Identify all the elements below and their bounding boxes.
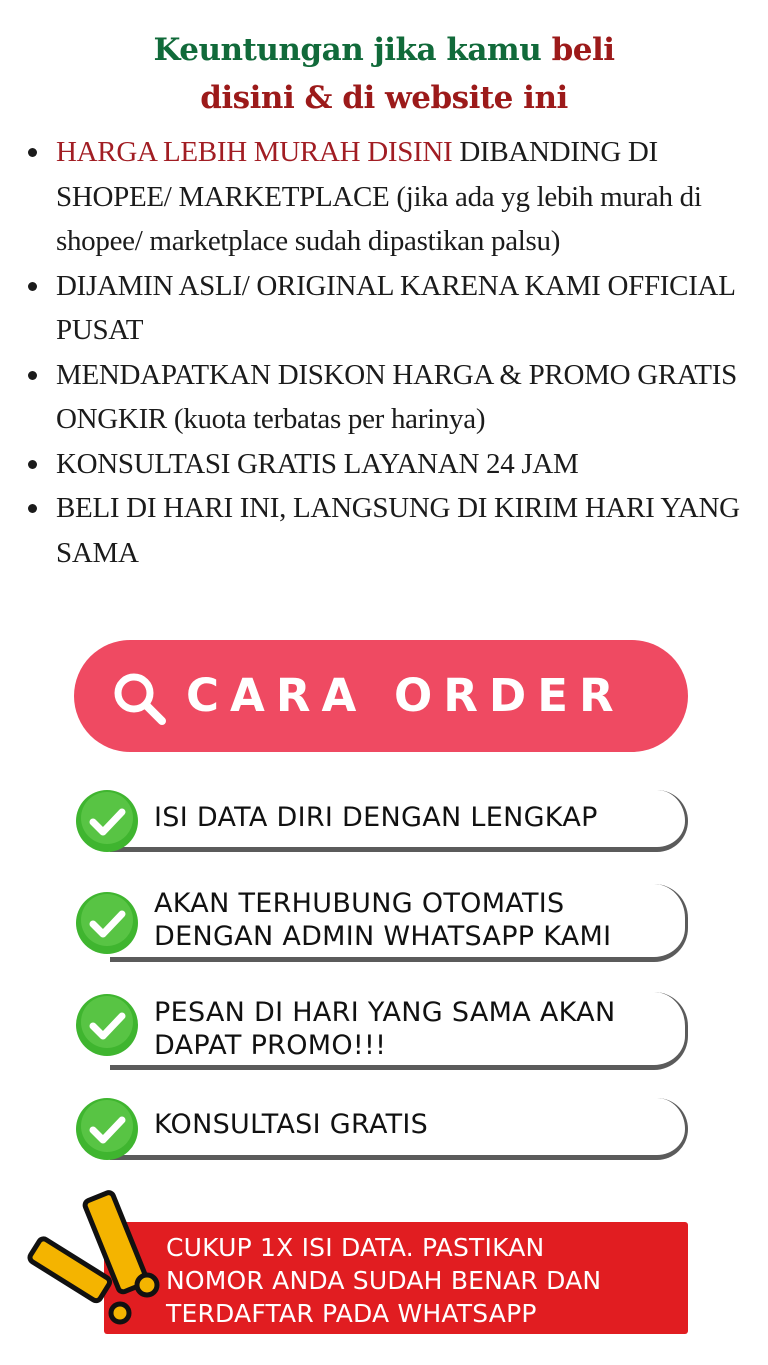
benefit-text: KONSULTASI GRATIS LAYANAN 24 JAM: [56, 447, 579, 480]
warning-line-3: TERDAFTAR PADA WHATSAPP: [166, 1299, 537, 1328]
benefit-item: [18, 130, 754, 264]
benefit-item: [18, 353, 754, 442]
headline-line-1: [0, 26, 768, 74]
step-line-1: AKAN TERHUBUNG OTOMATIS: [154, 888, 565, 919]
benefit-text: DIBANDING DI SHOPEE/ MARKETPLACE (jika ada yg lebih murah di shopee/ marketplace sudah dipastikan palsu): [56, 136, 702, 257]
step-line-2: DENGAN ADMIN WHATSAPP KAMI: [154, 921, 612, 952]
warning-banner: [104, 1222, 688, 1334]
benefit-highlight: HARGA LEBIH MURAH DISINI: [56, 136, 453, 168]
cara-order-button[interactable]: [74, 640, 688, 752]
check-icon: [74, 992, 140, 1058]
warning-line-1: CUKUP 1X ISI DATA. PASTIKAN: [166, 1233, 545, 1262]
check-icon: [74, 788, 140, 854]
benefit-text: BELI DI HARI INI, LANGSUNG DI KIRIM HARI YANG SAMA: [56, 492, 740, 569]
headline-red-text: beli: [551, 32, 615, 68]
benefit-item: [18, 442, 754, 487]
step-line-2: DAPAT PROMO!!!: [154, 1030, 387, 1061]
headline-line-2: disini & di website ini: [200, 80, 568, 116]
step-text: [154, 887, 658, 953]
step-text: [154, 996, 658, 1062]
benefit-text: DIJAMIN ASLI/ ORIGINAL KARENA KAMI OFFICIAL PUSAT: [56, 269, 735, 346]
benefit-item: [18, 486, 754, 575]
step-text: [154, 801, 658, 834]
check-icon: [74, 1096, 140, 1162]
order-step: [74, 1098, 688, 1160]
cara-order-label: CARA ORDER: [186, 669, 625, 722]
step-line-1: KONSULTASI GRATIS: [154, 1109, 429, 1140]
headline-green-text: Keuntungan jika kamu: [153, 32, 542, 68]
order-step: [74, 790, 688, 852]
step-text: [154, 1108, 658, 1141]
step-line-1: PESAN DI HARI YANG SAMA AKAN: [154, 997, 616, 1028]
benefit-item: [18, 264, 754, 353]
search-icon: [110, 669, 168, 727]
warning-line-2: NOMOR ANDA SUDAH BENAR DAN: [166, 1266, 602, 1295]
exclamation-icon: [22, 1185, 162, 1330]
warning-text: [166, 1231, 678, 1330]
order-step: [74, 992, 688, 1070]
benefit-text: MENDAPATKAN DISKON HARGA & PROMO GRATIS ONGKIR (kuota terbatas per harinya): [56, 358, 737, 435]
check-icon: [74, 890, 140, 956]
headline: [0, 26, 768, 122]
step-line-1: ISI DATA DIRI DENGAN LENGKAP: [154, 802, 598, 833]
benefits-list: [18, 130, 754, 575]
order-step: [74, 884, 688, 962]
